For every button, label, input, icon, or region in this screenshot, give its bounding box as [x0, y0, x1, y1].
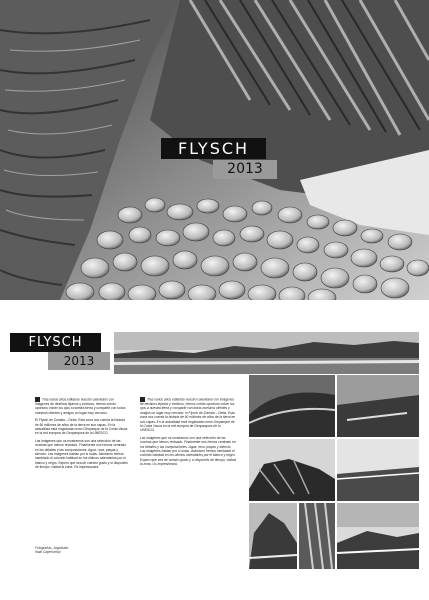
left-paragraph-2: El Flysch de Zumaia – Deba. Esta zona nos cuenta la historia de 60 millones de años de la tierra en sus capas. En la actualidad está englobada como Geoparque de la Costa Vasca en la red europea de Geoparques de la UNESCO.	[35, 418, 128, 436]
rock-photo-4	[337, 439, 419, 501]
inner-year: 2013	[48, 352, 110, 370]
photo-credit-name: Iñaki Caperochipi	[35, 550, 61, 555]
page-gap	[0, 300, 429, 333]
inner-title: FLYSCH	[10, 333, 101, 352]
rock-photo-3	[249, 439, 335, 501]
photo-credit	[35, 546, 69, 555]
left-paragraph-3: Las imágenes que os mostramos son una selección de las muchas que hemos revisado. Finalmente nos hemos centrado en los detalles y las composiciones. Agua, roca, playas y silencio. Las imágenes hablan por sí solas. Asimismo hemos cambiado el colorido habitual en los últimos calendarios por el blanco y negro. Espero que sea de vuestro gusto y sí disponéis de tiempo, visitad la zona. Os impresionará.	[35, 438, 128, 470]
rock-photo-5	[249, 503, 297, 569]
middle-paragraph-2: Las imágenes que os mostramos son una selección de las muchas que hemos revisado. Finalmente nos hemos centrado en los detalles y las composiciones. Agua, roca, playas y silencio. Las imágenes hablan por sí solas. Asimismo hemos cambiado el colorido habitual en los últimos calendarios por el blanco y negro. Espero que sea de vuestro gusto y sí disponéis de tiempo, visitad la zona. Os impresionará.	[140, 435, 236, 467]
middle-text-column	[140, 397, 236, 470]
rock-photo-1	[249, 375, 335, 437]
cover-year: 2013	[213, 160, 277, 179]
rock-photo-7	[337, 503, 419, 569]
middle-paragraph-1: Tras varios años editando nuestro calendario con imágenes de destinos lejanos y exóticos, hemos creído oportuno volver los ojos a nuestra tierra y compartir con todos nuestros clientes y amigos un lugar muy cercano: el Flysch de Zumaia – Deba. Esta zona nos cuenta la historia de 60 millones de años de la tierra en sus capas. En la actualidad está englobada como Geoparque de la Costa Vasca en la red europea de Geoparques de la UNESCO.	[140, 397, 236, 433]
left-paragraph-1: Tras varios años editando nuestro calendario con imágenes de destinos lejanos y exóticos, hemos creído oportuno volver los ojos a nuestra tierra y compartir con todos nuestros clientes y amigos un lugar muy cercano:	[35, 397, 126, 415]
left-text-column	[35, 397, 129, 473]
coast-panorama-photo	[114, 332, 419, 374]
rock-photo-2	[337, 375, 419, 437]
photo-credit-label: Fotografías_Argazkiak:	[35, 546, 69, 550]
cover-title: FLYSCH	[161, 138, 266, 159]
rock-photo-6	[299, 503, 335, 569]
